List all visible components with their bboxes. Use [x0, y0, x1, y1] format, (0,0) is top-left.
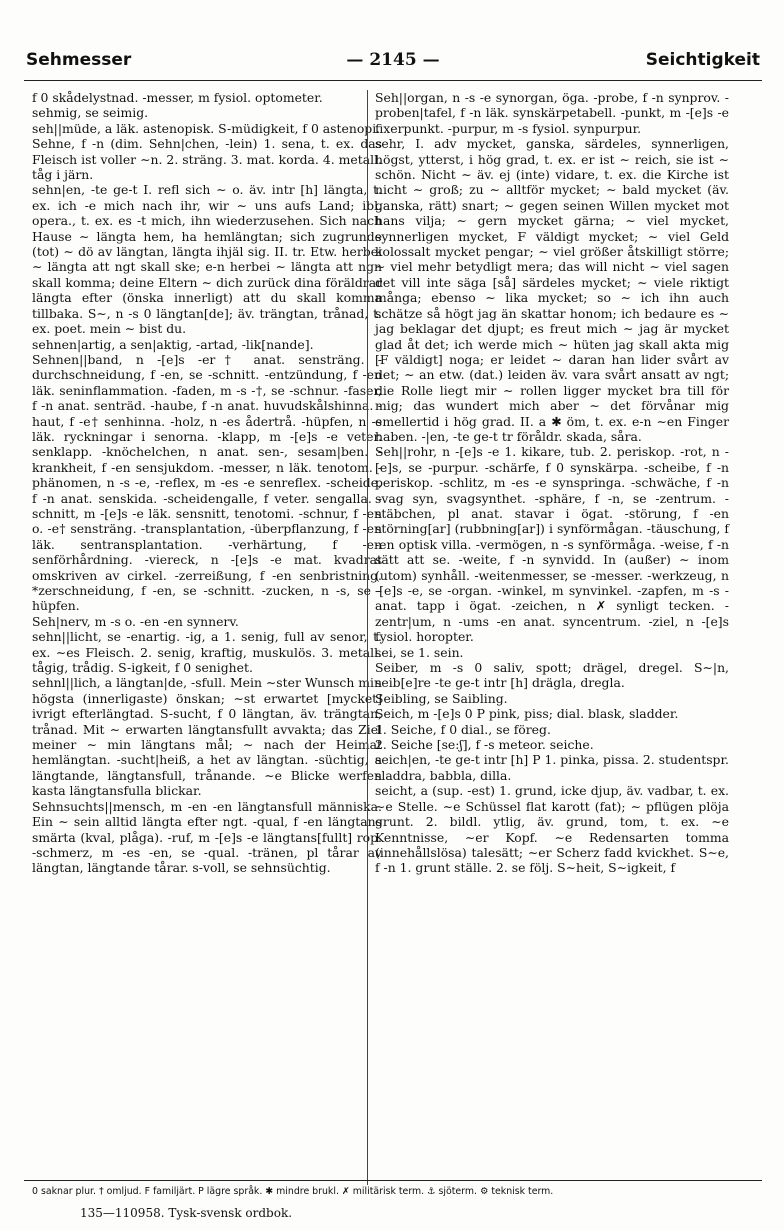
header-guide-word-left: Sehmesser — [26, 50, 132, 70]
column-divider — [367, 90, 368, 1185]
dictionary-entry: 1. Seiche, f 0 dial., se föreg. — [375, 721, 551, 737]
abbreviation-legend: 0 saknar plur. † omljud. F familjärt. P lägre språk. ✱ mindre brukl. ✗ militärisk term. ⚓ sjöterm. ⚙ teknisk term. — [32, 1186, 554, 1197]
page-number: — 2145 — — [346, 50, 440, 70]
dictionary-entry: Sehnsuchts||mensch, m -en -en längtansfull människa. Ein ∼ sein alltid längta efter ngt. -qual, f -en längtans smärta (kval, plåga). -ruf, m -[e]s -e längtans[fullt] rop. -schmerz, m -es -en, se -qual. -tränen, pl tårar av längtan, längtande tårar. s-voll, se sehnsüchtig. — [32, 798, 382, 876]
dictionary-entry: Seh||rohr, n -[e]s -e 1. kikare, tub. 2. periskop. -rot, n -[e]s, se -purpur. -schärfe, f 0 synskärpa. -scheibe, f -n periskop. -schlitz, m -es -e synspringa. -schwäche, f -n svag syn, svagsynthet. -sphäre, f -n, se -zentrum. -stäbchen, pl anat. stavar i ögat. -störung, f -en störning[ar] (rubbning[ar]) i synförmågan. -täuschung, f -en optisk villa. -vermögen, n -s synförmåga. -weise, f -n sätt att se. -weite, f -n synvidd. In (außer) ∼ inom (utom) synhåll. -weitenmesser, se -messer. -werkzeug, n -[e]s -e, se -organ. -winkel, m synvinkel. -zapfen, m -s - anat. tapp i ögat. -zeichen, n ✗ synligt tecken. -zentr|um, n -ums -en anat. syncentrum. -ziel, n -[e]s fysiol. horopter. — [375, 444, 729, 645]
dictionary-entry: sehnl||lich, a längtan|de, -sfull. Mein ∼ster Wunsch min högsta (innerligaste) önskan; ∼st erwartet [mycket] ivrigt efterlängtad. S-sucht, f 0 längtan, äv. trängtan, trånad. Mit ∼ erwarten längtansfullt avvakta; das Ziel meiner ∼ min längtans mål; ∼ nach der Heimat hemlängtan. -sucht|heiß, a het av längtan. -süchtig, a längtande, längtansfull, trånande. ∼e Blicke werfen kasta längtansfulla blickar. — [32, 675, 382, 799]
dictionary-entry: sei, se 1. sein. — [375, 644, 464, 660]
dictionary-entry: Sehne, f -n (dim. Sehn|chen, -lein) 1. sena, t. ex. das Fleisch ist voller ∼n. 2. sträng. 3. mat. korda. 4. metall. tåg i järn. — [32, 136, 382, 183]
header-rule — [24, 80, 762, 81]
dictionary-entry: sehmig, se seimig. — [32, 105, 149, 121]
dictionary-entry: sehnen|artig, a sen|aktig, -artad, -lik[nande]. — [32, 336, 314, 352]
dictionary-entry: Seibling, se Saibling. — [375, 690, 508, 706]
dictionary-entry: f 0 skådelystnad. -messer, m fysiol. optometer. — [32, 90, 323, 105]
dictionary-entry: seicht, a (sup. -est) 1. grund, icke djup, äv. vadbar, t. ex. ∼e Stelle. ∼e Schüssel flat karott (fat); ∼ pflügen plöja grunt. 2. bildl. ytlig, äv. grund, tom, t. ex. ∼e Kenntnisse, ∼er Kopf. ∼e Redensarten tomma (innehållslösa) talesätt; ∼er Scherz fadd kvickhet. S∼e, f -n 1. grunt ställe. 2. se följ. S∼heit, S∼igkeit, f — [375, 783, 729, 876]
page-header — [26, 50, 760, 78]
print-footer: 135—110958. Tysk-svensk ordbok. — [80, 1206, 293, 1220]
dictionary-entry: Seiber, m -s 0 saliv, spott; drägel, dregel. S∼|n, seib[e]re -te ge-t intr [h] drägla, dregla. — [375, 660, 729, 691]
right-column — [375, 90, 729, 876]
dictionary-entry: Seh|nerv, m -s o. -en -en synnerv. — [32, 613, 239, 629]
dictionary-entry: sehr, I. adv mycket, ganska, särdeles, synnerligen, högst, ytterst, i hög grad, t. ex. er ist ∼ reich, sie ist ∼ schön. Nicht ∼ äv. ej (inte) vidare, t. ex. die Kirche ist nicht ∼ groß; zu ∼ alltför mycket; ∼ bald mycket (äv. ganska, rätt) snart; ∼ gegen seinen Willen mycket mot hans vilja; ∼ gern mycket gärna; ∼ viel mycket, synnerligen mycket, F väldigt mycket; ∼ viel Geld kolossalt mycket pengar; ∼ viel größer åtskilligt större; ∼ viel mehr betydligt mera; das will nicht ∼ viel sagen det vill inte säga [så] särdeles mycket; ∼ viele riktigt många; ebenso ∼ lika mycket; so ∼ ich ihn auch schätze så högt jag än skattar honom; ich bedaure es ∼ jag beklagar det djupt; es freut mich ∼ jag är mycket glad åt det; ich werde mich ∼ hüten jag skall akta mig [F väldigt] noga; er leidet ∼ daran han lider svårt av det; ∼ an etw. (dat.) leiden äv. vara svårt ansatt av ngt; die Rolle liegt mir ∼ rollen ligger mycket bra till för mig; das wundert mich aber ∼ det förvånar mig emellertid i hög grad. II. a ✱ öm, t. ex. e-n ∼en Finger haben. -|en, -te ge-t tr föråldr. skada, såra. — [375, 136, 729, 444]
footer-rule — [24, 1180, 762, 1181]
dictionary-entry: Sehnen||band, n -[e]s -er† anat. sensträng. -durchschneidung, f -en, se -schnitt. -entzündung, f -en läk. seninflammation. -faden, m -s -†, se -schnur. -faser, f -n anat. senträd. -haube, f -n anat. huvudskålshinna. -haut, f -e† senhinna. -holz, n -es ådertrå. -hüpfen, n -s läk. ryckningar i senorna. -klapp, m -[e]s -e veter. senklapp. -knöchelchen, n anat. sen-, sesam|ben. -krankheit, f -en sensjukdom. -messer, n läk. tenotom. -phänomen, n -s -e, -reflex, m -es -e senreflex. -scheide, f -n anat. senskida. -scheidengalle, f veter. sengalla. -schnitt, m -[e]s -e läk. sensnitt, tenotomi. -schnur, f -en o. -e† sensträng. -transplantation, -überpflanzung, f -en läk. sentransplantation. -verhärtung, f -en senförhårdning. -viereck, n -[e]s -e mat. kvadrat omskriven av cirkel. -zerreißung, f -en senbristning. *zerschneidung, f -en, se -schnitt. -zucken, n -s, se -hüpfen. — [32, 351, 382, 614]
dictionary-entry: Seich, m -[e]s 0 P pink, piss; dial. blask, sladder. — [375, 706, 679, 722]
dictionary-entry: sehn||licht, se -enartig. -ig, a 1. senig, full av senor, t. ex. ∼es Fleisch. 2. senig, kraftig, muskulös. 3. metall. tågig, trådig. S-igkeit, f 0 senighet. — [32, 629, 382, 676]
header-guide-word-right: Seichtigkeit — [645, 50, 760, 70]
left-column — [32, 90, 382, 876]
dictionary-entry: 2. Seiche [se:ʃ], f -s meteor. seiche. — [375, 737, 594, 753]
dictionary-entry: Seh||organ, n -s -e synorgan, öga. -probe, f -n synprov. -proben|tafel, f -n läk. synskärpetabell. -punkt, m -[e]s -e fixerpunkt. -purpur, m -s fysiol. synpurpur. — [375, 90, 729, 136]
dictionary-entry: seh||müde, a läk. astenopisk. S-müdigkeit, f 0 astenopi. — [32, 120, 381, 136]
dictionary-entry: sehn|en, -te ge-t I. refl sich ∼ o. äv. intr [h] längta, t. ex. ich -e mich nach ihr, wir ∼ uns aufs Land; ibl. opera., t. ex. es -t mich, ihn wiederzusehen. Sich nach Hause ∼ längta hem, ha hemlängtan; sich zugrunde (tot) ∼ dö av längtan, längta ihjäl sig. II. tr. Etw. herbei ∼ längta att ngt skall ske; e-n herbei ∼ längta att ngn skall komma; deine Eltern ∼ dich zurück dina föräldrar längta efter (önska innerligt) att du skall komma tillbaka. S∼, n -s 0 längtan[de]; äv. trängtan, trånad, t. ex. poet. mein ∼ bist du. — [32, 182, 382, 337]
dictionary-entry: seich|en, -te ge-t intr [h] P 1. pinka, pissa. 2. studentspr. sladdra, babbla, dilla. — [375, 752, 729, 783]
